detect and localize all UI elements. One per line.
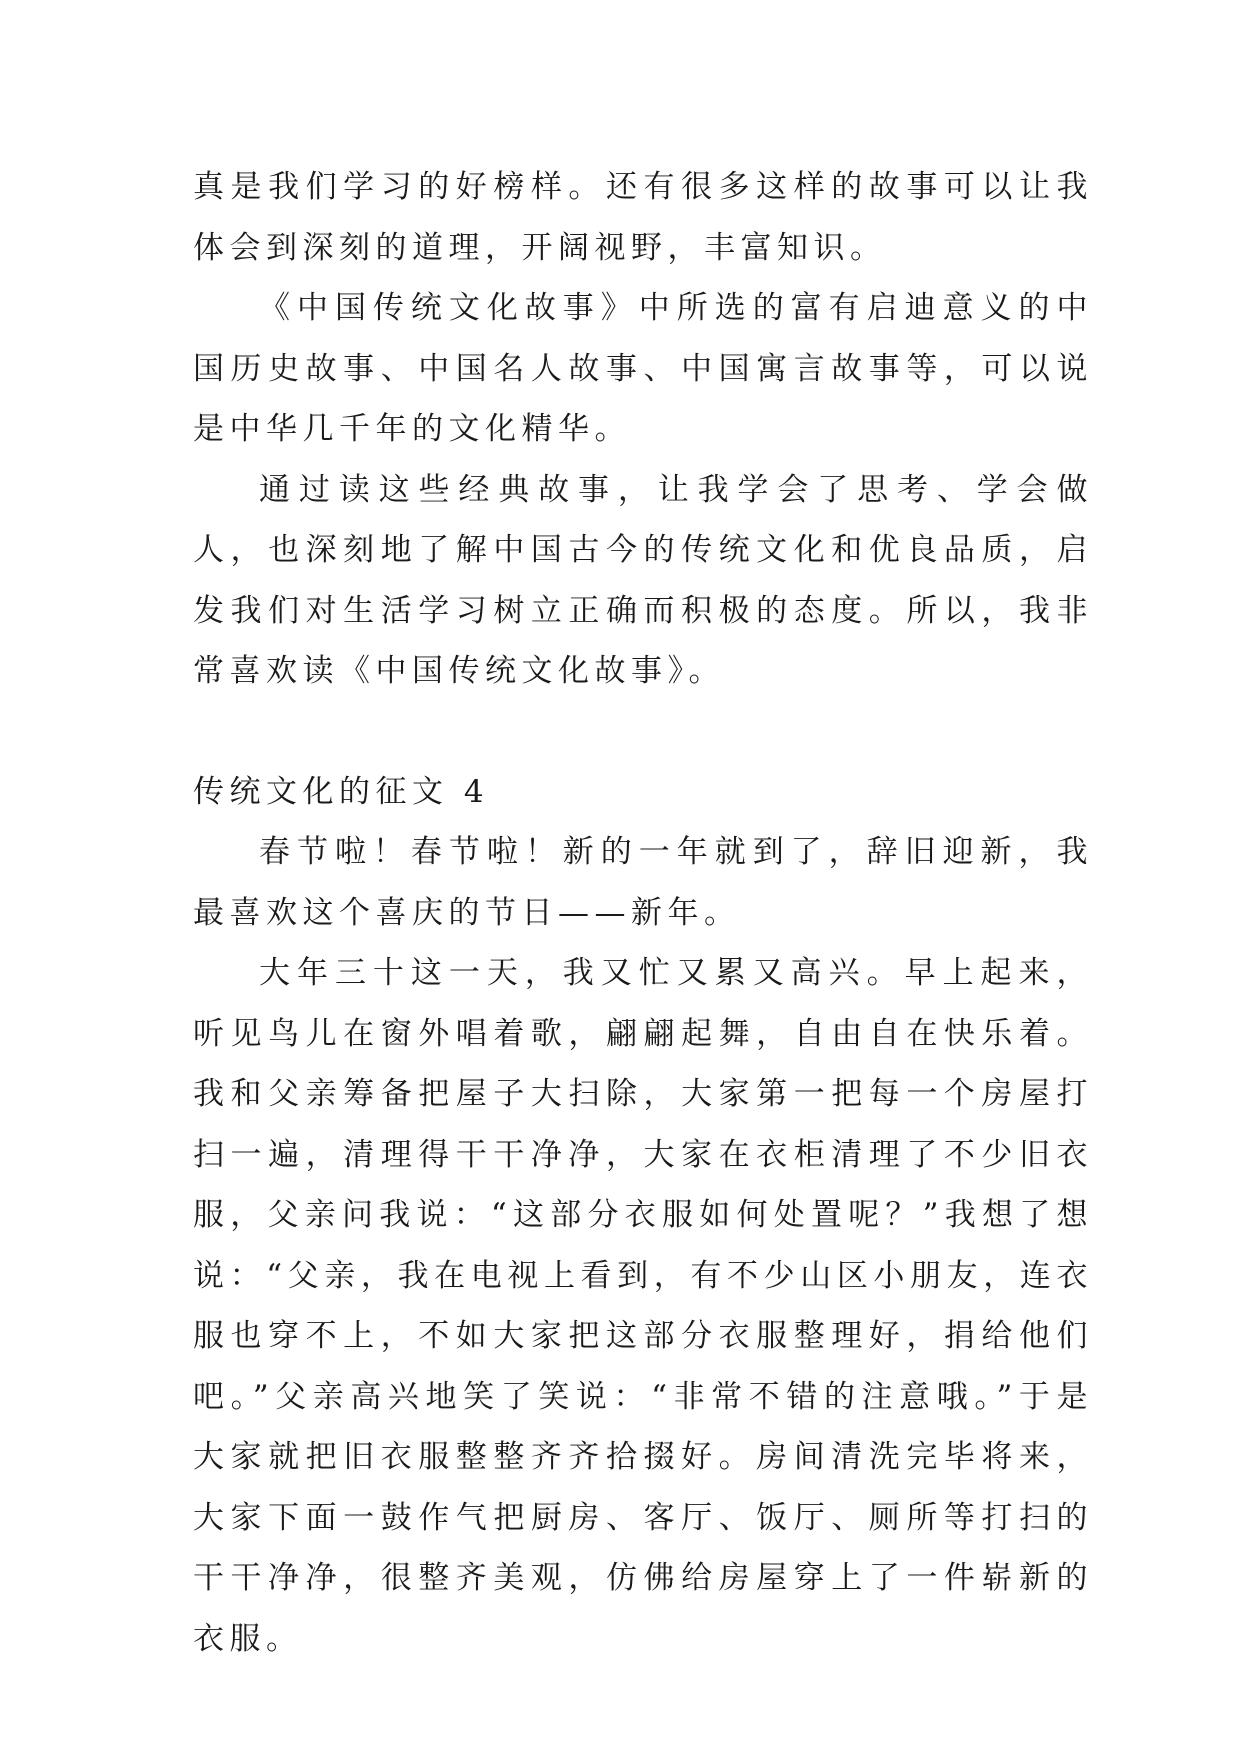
document-body [193, 157, 1093, 1669]
essay-heading: 传统文化的征文 4 [193, 773, 490, 810]
paragraph-spring-festival: 春节啦！春节啦！新的一年就到了，辞旧迎新，我最喜欢这个喜庆的节日——新年。 [193, 834, 1093, 931]
paragraph-continuation: 真是我们学习的好榜样。还有很多这样的故事可以让我体会到深刻的道理，开阔视野，丰富知识。 [193, 169, 1093, 266]
paragraph-new-years-eve: 大年三十这一天，我又忙又累又高兴。早上起来，听见鸟儿在窗外唱着歌，翩翩起舞，自由自在快乐着。我和父亲筹备把屋子大扫除，大家第一把每一个房屋打扫一遍，清理得干干净净，大家在衣柜清理了不少旧衣服，父亲问我说：“这部分衣服如何处置呢？”我想了想说：“父亲，我在电视上看到，有不少山区小朋友，连衣服也穿不上，不如大家把这部分衣服整理好，捐给他们吧。”父亲高兴地笑了笑说：“非常不错的注意哦。”于是大家就把旧衣服整整齐齐拾掇好。房间清洗完毕将来，大家下面一鼓作气把厨房、客厅、饭厅、厕所等打扫的干干净净，很整齐美观，仿佛给房屋穿上了一件崭新的衣服。 [193, 955, 1093, 1657]
paragraph-book-intro: 《中国传统文化故事》中所选的富有启迪意义的中国历史故事、中国名人故事、中国寓言故事等，可以说是中华几千年的文化精华。 [193, 290, 1093, 447]
paragraph-reading-reflection: 通过读这些经典故事，让我学会了思考、学会做人，也深刻地了解中国古今的传统文化和优良品质，启发我们对生活学习树立正确而积极的态度。所以，我非常喜欢读《中国传统文化故事》。 [193, 471, 1093, 689]
